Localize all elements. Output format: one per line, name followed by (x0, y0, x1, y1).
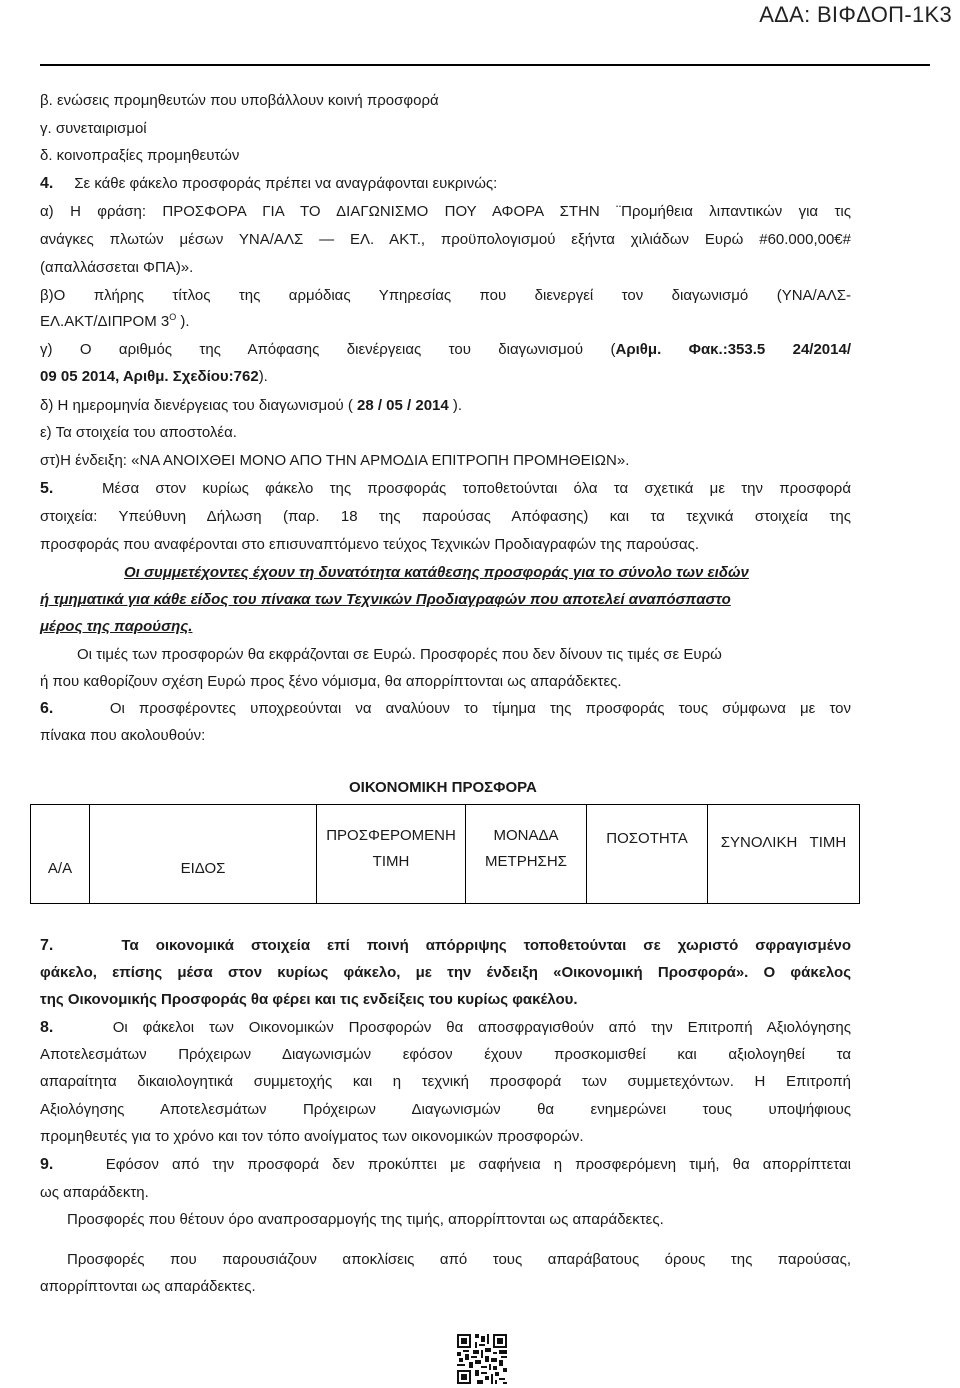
u2-text: ή τμηματικά για κάθε είδος του πίνακα των Τεχνικών Προδιαγραφών που αποτελεί αναπόσπαστο (40, 591, 731, 608)
paragraph-number: 8. (40, 1019, 54, 1036)
b2-text: ΕΛ.ΑΚΤ/ΔΙΠΡΟΜ 3 (40, 313, 170, 330)
paragraph-6 (40, 699, 851, 719)
line-r1: Προσφορές που θέτουν όρο αναπροσαρμογής της τιμής, απορρίπτονται ως απαράδεκτες. (67, 1211, 664, 1228)
paragraph-text: Εφόσον από την προσφορά δεν προκύπτει με σαφήνεια η προσφερόμενη τιμή, θα απορρίπτεται (105, 1156, 851, 1173)
header-item (90, 805, 317, 904)
header-qty-label: ΠΟΣΟΤΗΤΑ (606, 830, 688, 847)
line-b2 (40, 312, 851, 332)
paragraph-9 (40, 1155, 851, 1175)
line-g: γ. συνεταιρισμοί (40, 120, 147, 137)
header-price (317, 805, 466, 904)
b2-superscript: Ο (169, 312, 177, 322)
underlined-line-3 (40, 617, 851, 637)
line-p5-3: προσφοράς που αναφέρονται στο επισυναπτόμενο τεύχος Τεχνικών Προδιαγραφών της παρούσας. (40, 536, 700, 553)
line-a1: α) Η φράση: ΠΡΟΣΦΟΡΑ ΓΙΑ ΤΟ ΔΙΑΓΩΝΙΣΜΟ ΠΟΥ ΑΦΟΡΑ ΣΤΗΝ ¨Προμήθεια λιπαντικών για τις (40, 203, 851, 220)
paragraph-text: Τα οικονομικά στοιχεία επί ποινή απόρριψης τοποθετούνται σε χωριστό σφραγισμένο (121, 937, 851, 954)
header-price-line2: ΤΙΜΗ (372, 853, 410, 870)
header-total-label: ΣΥΝΟΛΙΚΗ ΤΙΜΗ (720, 834, 847, 851)
line-p7-3: της Οικονομικής Προσφοράς θα φέρει και τις ενδείξεις του κυρίως φακέλου. (40, 991, 578, 1008)
paragraph-number: 9. (40, 1156, 54, 1173)
line-t1: Οι τιμές των προσφορών θα εκφράζονται σε Ευρώ. Προσφορές που δεν δίνουν τις τιμές σε Ευρώ (77, 646, 722, 663)
line-st1: στ)Η ένδειξη: «ΝΑ ΑΝΟΙΧΘΕΙ ΜΟΝΟ ΑΠΟ ΤΗΝ ΑΡΜΟΔΙΑ ΕΠΙΤΡΟΠΗ ΠΡΟΜΗΘΕΙΩΝ». (40, 452, 630, 469)
header-rule (40, 64, 930, 66)
line-s1: Προσφορές που παρουσιάζουν αποκλίσεις από τους απαράβατους όρους της παρούσας, (67, 1251, 851, 1268)
line-b: β. ενώσεις προμηθευτών που υποβάλλουν κοινή προσφορά (40, 92, 439, 109)
underlined-line-1 (124, 563, 851, 583)
qr-code-icon (457, 1334, 507, 1384)
paragraph-text: Οι προσφέροντες υποχρεούνται να αναλύουν το τίμημα της προσφοράς τους σύμφωνα με τον (109, 700, 852, 717)
table-header-row (31, 805, 860, 904)
d1-text: δ) Η ημερομηνία διενέργειας του διαγωνισμού ( (40, 397, 357, 414)
line-d1 (40, 396, 851, 416)
paragraph-text: Μέσα στον κυρίως φάκελο της προσφοράς τοποθετούνται όλα τα σχετικά με την προσφορά (102, 480, 851, 497)
paragraph-7 (40, 936, 851, 956)
line-s2: απορρίπτονται ως απαράδεκτες. (40, 1278, 256, 1295)
u3-text: μέρος της παρούσης. (40, 618, 193, 635)
header-unit-line2: ΜΕΤΡΗΣΗΣ (485, 853, 567, 870)
paragraph-5 (40, 479, 851, 499)
paragraph-8 (40, 1018, 851, 1038)
paragraph-text: Οι φάκελοι των Οικονομικών Προσφορών θα αποσφραγισθούν από την Επιτροπή Αξιολόγησης (112, 1019, 851, 1036)
line-p8-3: απαραίτητα δικαιολογητικά συμμετοχής και η τεχνική προσφορά των συμμετεχόντων. Η Επιτροπή (40, 1073, 851, 1090)
g2-end: ). (258, 368, 268, 385)
line-p6-2: πίνακα που ακολουθούν: (40, 727, 206, 744)
line-p8-5: προμηθευτές για το χρόνο και τον τόπο ανοίγματος των οικονομικών προσφορών. (40, 1128, 584, 1145)
line-g2 (40, 367, 851, 387)
header-price-line1: ΠΡΟΣΦΕΡΟΜΕΝΗ (326, 827, 456, 844)
line-b1: β)Ο πλήρης τίτλος της αρμόδιας Υπηρεσίας που διενεργεί τον διαγωνισμό (ΥΝΑ/ΑΛΣ- (40, 287, 851, 304)
header-aa (31, 805, 90, 904)
g1-bold: Αριθμ. Φακ.:353.5 24/2014/ (615, 341, 851, 358)
u1-text: Οι συμμετέχοντες έχουν τη δυνατότητα κατάθεσης προσφοράς για το σύνολο των ειδών (124, 564, 749, 581)
table-title: ΟΙΚΟΝΟΜΙΚΗ ΠΡΟΣΦΟΡΑ (349, 779, 537, 796)
d1-end: ). (448, 397, 463, 414)
line-p8-2: Αποτελεσμάτων Πρόχειρων Διαγωνισμών εφόσον έχουν προσκομισθεί και αξιολογηθεί τα (40, 1046, 851, 1063)
line-a2: ανάγκες πλωτών μέσων ΥΝΑ/ΑΛΣ — ΕΛ. ΑΚΤ., προϋπολογισμού εξήντα χιλιάδων Ευρώ #60.000,00€# (40, 231, 851, 248)
financial-offer-table (30, 804, 860, 904)
header-aa-label: Α/Α (47, 860, 73, 877)
paragraph-number: 4. (40, 175, 54, 192)
g1-text: γ) Ο αριθμός της Απόφασης διενέργειας του διαγωνισμού ( (40, 341, 616, 358)
line-p7-2: φάκελο, επίσης μέσα στον κυρίως φάκελο, με την ένδειξη «Οικονομική Προσφορά». Ο φάκελος (40, 964, 851, 981)
header-total (708, 805, 860, 904)
paragraph-number: 6. (40, 700, 54, 717)
line-p9-2: ως απαράδεκτη. (40, 1184, 149, 1201)
ada-code: ΑΔΑ: ΒΙΦΔΟΠ-1Κ3 (759, 2, 952, 27)
line-d: δ. κοινοπραξίες προμηθευτών (40, 147, 240, 164)
line-p5-2: στοιχεία: Υπεύθυνη Δήλωση (παρ. 18 της παρούσας Απόφασης) και τα τεχνικά στοιχεία της (40, 508, 851, 525)
paragraph-4 (40, 174, 851, 194)
line-a3: (απαλλάσσεται ΦΠΑ)». (40, 259, 194, 276)
paragraph-text: Σε κάθε φάκελο προσφοράς πρέπει να αναγράφονται ευκρινώς: (74, 175, 498, 192)
g2-bold: 09 05 2014, Αριθμ. Σχεδίου:762 (40, 368, 259, 385)
header-qty (587, 805, 708, 904)
header-item-label: ΕΙΔΟΣ (180, 860, 226, 877)
underlined-line-2 (40, 590, 851, 610)
line-t2: ή που καθορίζουν σχέση Ευρώ προς ξένο νόμισμα, θα απορρίπτονται ως απαράδεκτες. (40, 673, 622, 690)
line-g1 (40, 340, 851, 360)
line-p8-4: Αξιολόγησης Αποτελεσμάτων Πρόχειρων Διαγωνισμών θα ενημερώνει τους υποψήφιους (40, 1101, 851, 1118)
paragraph-number: 7. (40, 937, 54, 954)
line-e1: ε) Τα στοιχεία του αποστολέα. (40, 424, 237, 441)
b2-end: ). (176, 313, 190, 330)
paragraph-number: 5. (40, 480, 54, 497)
d1-bold: 28 / 05 / 2014 (357, 397, 449, 414)
header-unit (466, 805, 587, 904)
header-unit-line1: ΜΟΝΑΔΑ (493, 827, 559, 844)
